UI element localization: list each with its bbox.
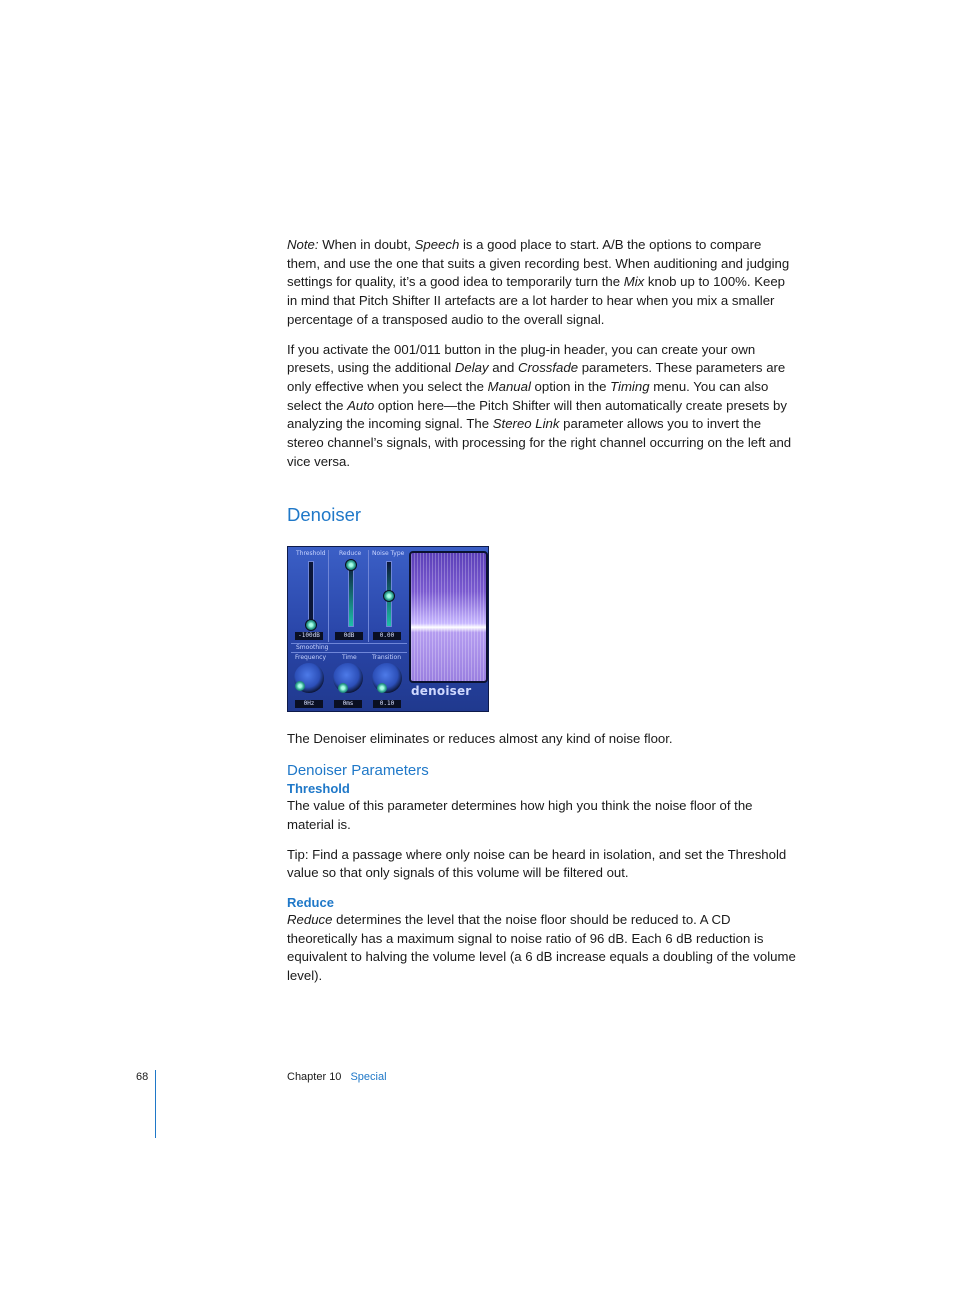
threshold-slider-track[interactable] xyxy=(308,561,314,627)
denoiser-plugin-screenshot xyxy=(287,546,489,712)
threshold-label: Threshold xyxy=(296,550,326,558)
time-value[interactable]: 0ms xyxy=(334,700,362,708)
noise-display-pattern xyxy=(411,553,486,681)
time-knob[interactable] xyxy=(333,663,363,693)
text-run: Auto xyxy=(347,397,375,413)
tip-paragraph: Tip: Find a passage where only noise can be heard in isolation, and set the Threshold value so that only signals of this volume will be filtered out. xyxy=(287,846,787,881)
text-run: Mix xyxy=(623,274,645,290)
text-run: option in the xyxy=(530,378,611,394)
noise-type-slider-handle[interactable] xyxy=(383,590,395,602)
text-run: option here—the Pitch Shifter will then automatically create presets by analyzing the incoming signal. The xyxy=(287,397,787,432)
text-run: Manual xyxy=(487,378,531,394)
text-run: knob up to 100%. Keep in mind that Pitch Shifter II artefacts are a lot harder to hear when you mix a smaller percentage of a transposed audio to the overall signal. xyxy=(287,274,786,327)
knob-indicator xyxy=(377,683,387,693)
text-run: Timing xyxy=(610,378,650,394)
page-content xyxy=(287,236,797,986)
threshold-heading: Threshold xyxy=(287,781,350,797)
note-label: Note: xyxy=(287,237,319,252)
reduce-slider-track[interactable] xyxy=(348,561,354,627)
threshold-slider-handle[interactable] xyxy=(305,619,317,631)
text-run: Speech xyxy=(414,237,460,252)
transition-knob[interactable] xyxy=(372,663,402,693)
text-run: Delay xyxy=(454,360,489,376)
knob-indicator xyxy=(295,681,305,691)
transition-label: Transition xyxy=(372,654,402,662)
text-run: menu. You can also select the xyxy=(287,378,769,413)
reduce-slider-handle[interactable] xyxy=(345,559,357,571)
knob-indicator xyxy=(338,683,348,693)
footer-rule xyxy=(155,1070,156,1138)
transition-value[interactable]: 0.10 xyxy=(373,700,401,708)
page-footer xyxy=(287,1071,387,1083)
noise-type-label: Noise Type xyxy=(372,550,405,558)
time-label: Time xyxy=(342,654,357,662)
text-run: When in doubt, xyxy=(318,237,415,252)
reduce-body xyxy=(287,911,797,986)
denoiser-plugin-panel xyxy=(287,546,489,712)
text-run: If you activate the 001/011 button in the plug-in header, you can create your own presets, using the additional xyxy=(287,341,756,376)
reduce-value[interactable]: 0dB xyxy=(335,632,363,640)
frequency-label: Frequency xyxy=(295,654,326,662)
text-run: Crossfade xyxy=(517,360,579,376)
threshold-value[interactable]: -100dB xyxy=(295,632,323,640)
text-run: Stereo Link xyxy=(492,416,560,432)
chapter-label: Chapter 10 xyxy=(287,1071,342,1083)
noise-type-value[interactable]: 0.00 xyxy=(373,632,401,640)
note-paragraph xyxy=(287,236,797,330)
divider xyxy=(291,652,407,653)
plugin-brand-logo: denoiser xyxy=(411,684,472,699)
frequency-value[interactable]: 0Hz xyxy=(295,700,323,708)
section-title: Denoiser xyxy=(287,504,362,526)
presets-paragraph xyxy=(287,341,797,472)
section-label: Special xyxy=(350,1071,387,1083)
text-run: and xyxy=(488,360,518,376)
page-number: 68 xyxy=(136,1071,149,1083)
smoothing-label: Smoothing xyxy=(296,644,329,652)
divider xyxy=(368,550,369,642)
reduce-label: Reduce xyxy=(339,550,362,558)
text-run: Reduce xyxy=(287,911,333,927)
subsection-title: Denoiser Parameters xyxy=(287,762,429,780)
text-run: is a good place to start. A/B the options to compare them, and use the one that suits a given recording best. When auditioning and judging settings for quality, it’s a good idea to temporarily turn the xyxy=(287,237,790,290)
divider xyxy=(328,550,329,642)
frequency-knob[interactable] xyxy=(294,663,324,693)
reduce-heading: Reduce xyxy=(287,894,334,910)
noise-display xyxy=(409,551,488,683)
figure-caption: The Denoiser eliminates or reduces almost any kind of noise floor. xyxy=(287,731,673,747)
text-run: parameters. These parameters are only effective when you select the xyxy=(287,360,786,394)
text-run: determines the level that the noise floor should be reduced to. A CD theoretically has a maximum signal to noise ratio of 96 dB. Each 6 dB reduction is equivalent to halving the volume level (a 6 dB increase equals a doubling of the volume level). xyxy=(287,911,796,984)
threshold-body: The value of this parameter determines how high you think the noise floor of the material is. xyxy=(287,798,753,832)
text-run: parameter allows you to invert the stereo channel’s signals, with processing for the right channel occurring on the left and vice versa. xyxy=(287,416,792,469)
